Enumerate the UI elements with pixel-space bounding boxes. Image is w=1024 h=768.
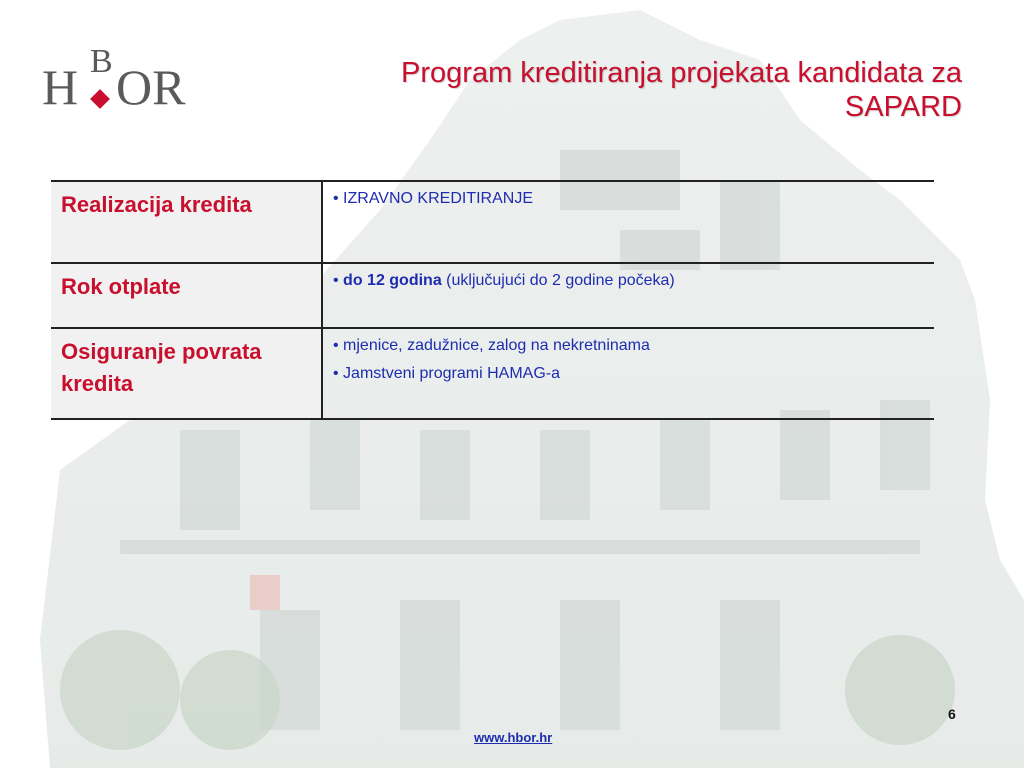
table-row — [51, 328, 934, 419]
svg-text:B: B — [90, 43, 113, 80]
bullet-text: (uključujući do 2 godine počeka) — [441, 272, 675, 289]
title-line-1: Program kreditiranja projekata kandidata za — [401, 57, 962, 89]
title-line-2: SAPARD — [844, 91, 962, 123]
website-link[interactable]: www.hbor.hr — [474, 730, 553, 745]
svg-text:OR: OR — [116, 59, 186, 115]
bullet-bold: do 12 godina — [343, 272, 442, 289]
hbor-logo — [38, 40, 208, 120]
page-number: 6 — [948, 706, 956, 722]
table-row — [51, 263, 934, 328]
bullet-item: • do 12 godina (uključujući do 2 godine počeka) — [333, 272, 675, 289]
row-value — [322, 181, 934, 263]
table-row — [51, 181, 934, 263]
row-value — [322, 263, 934, 328]
row-label: Realizacija kredita — [51, 181, 322, 263]
row-label: Rok otplate — [51, 263, 322, 328]
bullet-item: • mjenice, zadužnice, zalog na nekretninama — [333, 337, 650, 354]
loan-info-table — [51, 180, 934, 420]
bullet-item: • IZRAVNO KREDITIRANJE — [333, 190, 533, 207]
row-label: Osiguranje povrata kredita — [51, 328, 322, 419]
row-value — [322, 328, 934, 419]
svg-text:H: H — [42, 59, 79, 115]
page-title — [262, 56, 962, 124]
bullet-item: • Jamstveni programi HAMAG-a — [333, 365, 560, 382]
